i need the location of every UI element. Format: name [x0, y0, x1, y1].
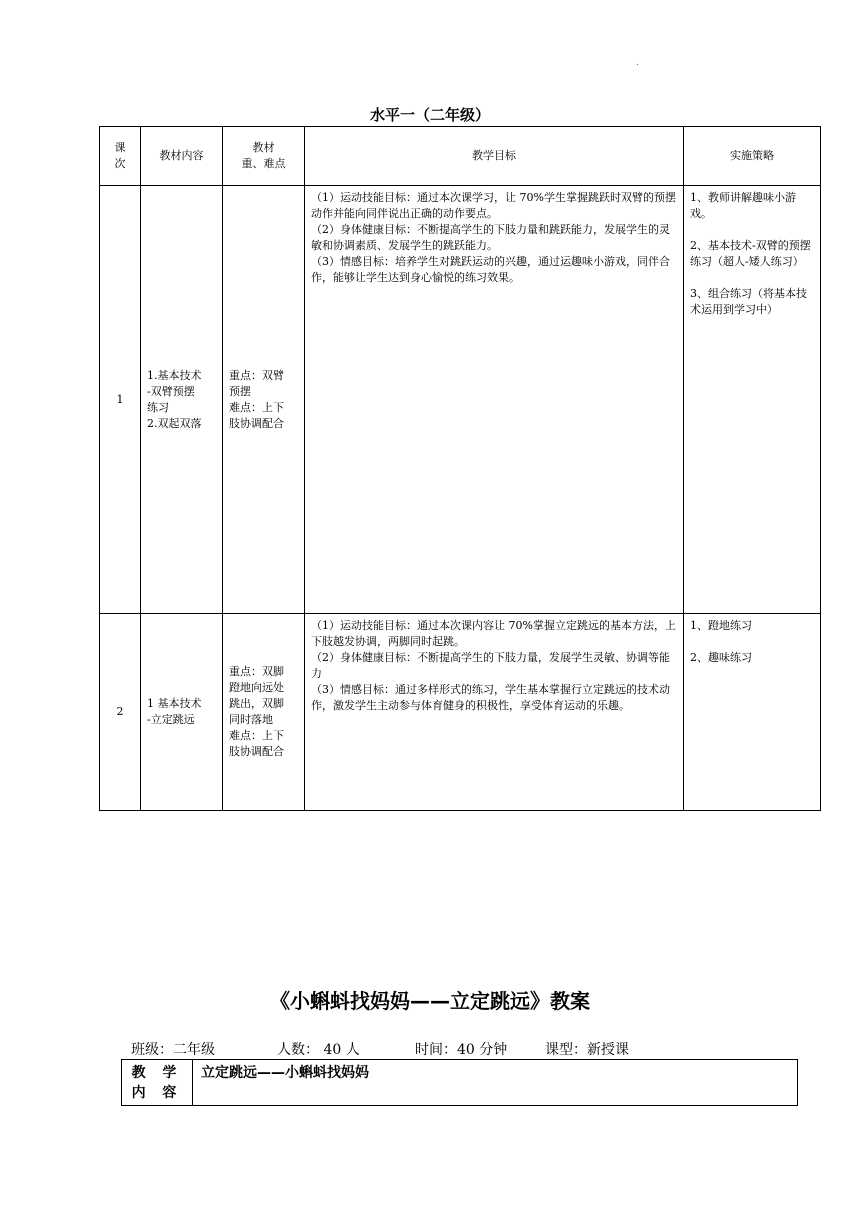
header-objectives: 教学目标	[305, 127, 684, 186]
content-cell: 1.基本技术 -双臂预摆 练习 2.双起双落	[141, 186, 223, 614]
header-key-points: 教材 重、难点	[223, 127, 305, 186]
content-cell: 1 基本技术 -立定跳远	[141, 614, 223, 811]
key-points-cell: 重点：双臂 预摆 难点：上下 肢协调配合	[223, 186, 305, 614]
section-title: 水平一（二年级）	[369, 106, 490, 124]
key-points-cell: 重点：双脚 蹬地向远处 跳出，双脚 同时落地 难点：上下 肢协调配合	[223, 614, 305, 811]
header-content: 教材内容	[141, 127, 223, 186]
lesson-no-cell: 1	[100, 186, 141, 614]
teaching-plan-table	[99, 126, 821, 811]
table-header-row	[100, 127, 821, 186]
class-info-line	[131, 1039, 629, 1059]
strategy-cell: 1、教师讲解趣味小游戏。 2、基本技术-双臂的预摆练习（超人-矮人练习） 3、组合练习（将基本技术运用到学习中）	[684, 186, 821, 614]
teaching-content-label: 教 学 内 容	[122, 1060, 193, 1106]
teaching-content-value: 立定跳远——小蝌蚪找妈妈	[193, 1060, 798, 1106]
table-row	[100, 614, 821, 811]
objectives-cell: （1）运动技能目标：通过本次课内容让 70%掌握立定跳远的基本方法，上下肢越发协调，两脚同时起跳。 （2）身体健康目标：不断提高学生的下肢力量，发展学生灵敏、协调等能力 （3）情感目标：通过多样形式的练习，学生基本掌握行立定跳远的技术动作，激发学生主动参与体育健身的积极性，享受体育运动的乐趣。	[305, 614, 684, 811]
lesson-no-cell: 2	[100, 614, 141, 811]
count-label: 人数： 40 人	[277, 1042, 360, 1058]
table-row	[100, 186, 821, 614]
header-lesson-no: 课 次	[100, 127, 141, 186]
lesson-plan-title: 《小蝌蚪找妈妈——立定跳远》教案	[270, 989, 590, 1013]
teaching-content-table	[121, 1059, 798, 1106]
page-dot: .	[636, 58, 639, 68]
objectives-cell: （1）运动技能目标：通过本次课学习，让 70%学生掌握跳跃时双臂的预摆动作并能向同伴说出正确的动作要点。 （2）身体健康目标：不断提高学生的下肢力量和跳跃能力，发展学生的灵敏和协调素质、发展学生的跳跃能力。 （3）情感目标：培养学生对跳跃运动的兴趣，通过运趣味小游戏，同伴合作，能够让学生达到身心愉悦的练习效果。	[305, 186, 684, 614]
strategy-cell: 1、蹬地练习 2、趣味练习	[684, 614, 821, 811]
teaching-content-row	[122, 1060, 798, 1106]
type-label: 课型：新授课	[545, 1042, 629, 1058]
header-strategy: 实施策略	[684, 127, 821, 186]
class-label: 班级：二年级	[131, 1042, 215, 1058]
time-label: 时间：40 分钟	[415, 1042, 508, 1058]
